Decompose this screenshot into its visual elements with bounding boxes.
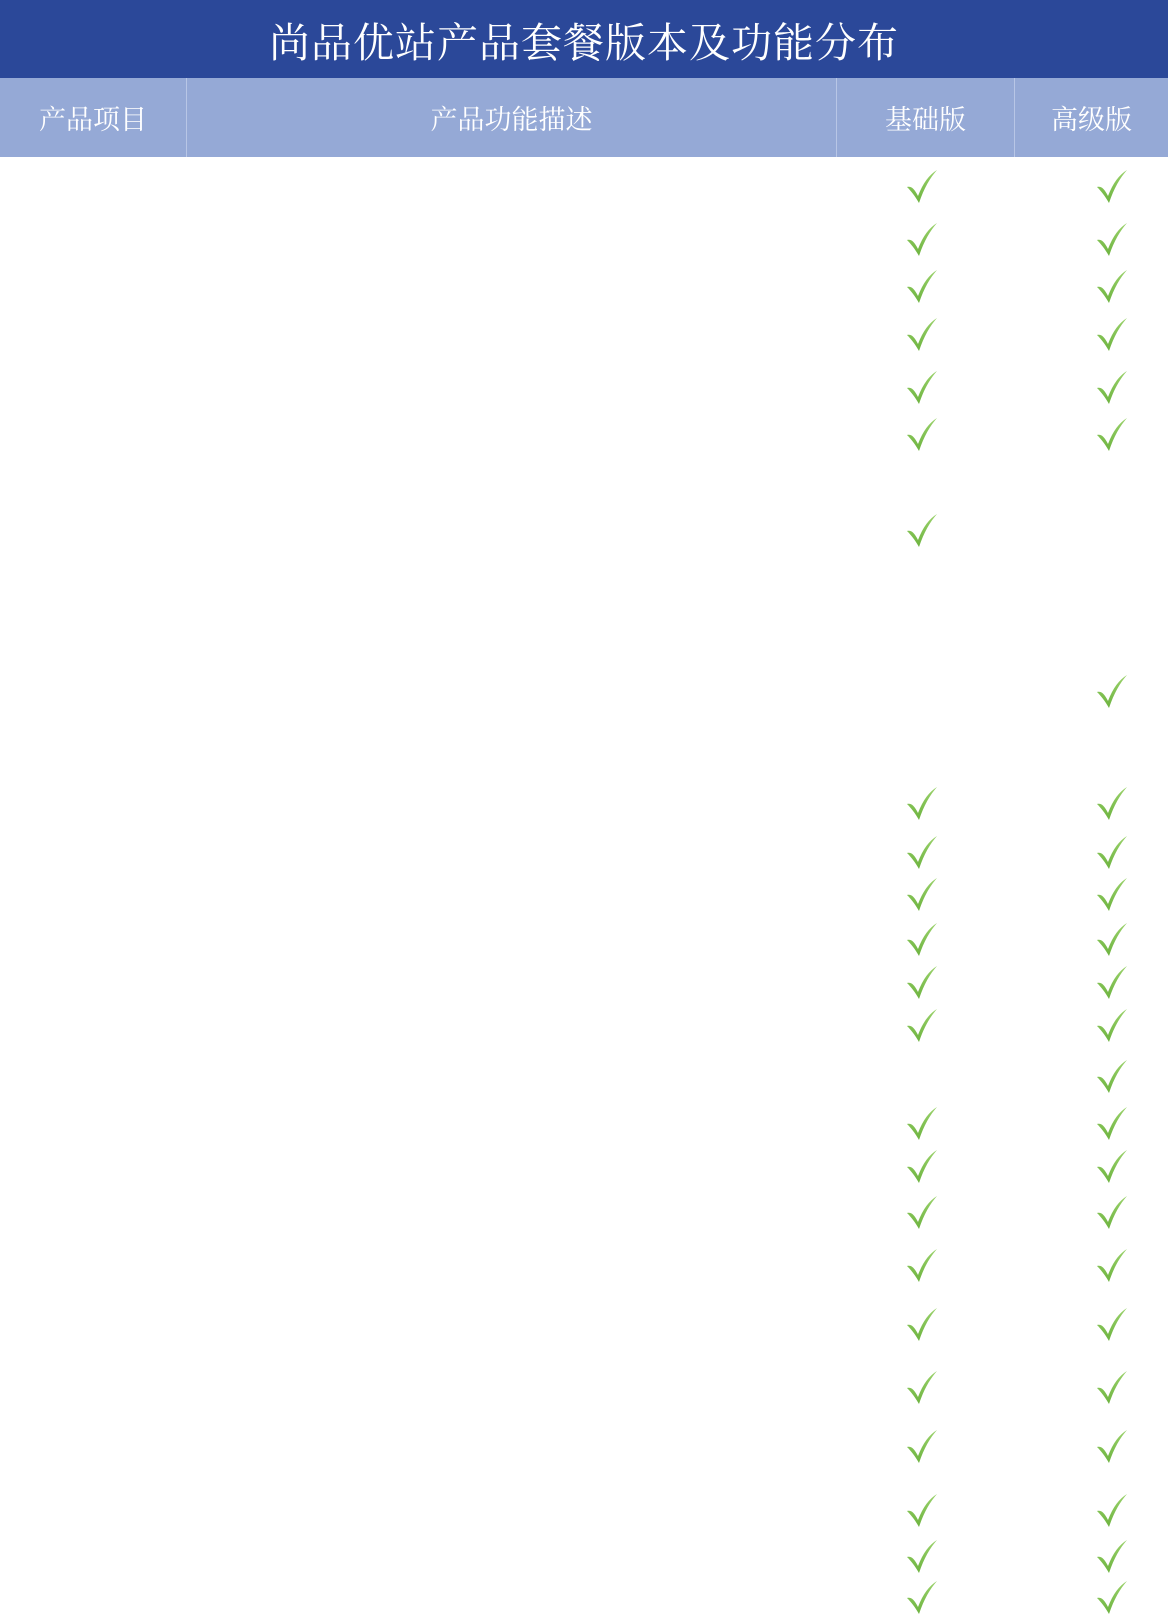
checkmark-icon [1095, 269, 1129, 305]
checkmark-icon [1095, 1429, 1129, 1465]
column-header-advanced: 高级版 [1051, 105, 1132, 136]
checkmark-icon [905, 1307, 939, 1343]
checkmark-icon [905, 1149, 939, 1185]
checkmark-icon [905, 1493, 939, 1529]
checkmark-icon [1095, 1149, 1129, 1185]
checkmark-icon [1095, 222, 1129, 258]
column-header-item: 产品项目 [0, 78, 187, 157]
checkmark-icon [1095, 169, 1129, 205]
checkmark-icon [905, 1248, 939, 1284]
checkmark-icon [1095, 317, 1129, 353]
checkmark-icon [1095, 674, 1129, 710]
checkmark-icon [905, 269, 939, 305]
checkmark-icon [905, 1370, 939, 1406]
checkmark-icon [1095, 1307, 1129, 1343]
checkmark-icon [905, 965, 939, 1001]
checkmark-icon [905, 1106, 939, 1142]
checkmark-icon [1095, 877, 1129, 913]
checkmark-icon [905, 222, 939, 258]
checkmark-icon [1095, 786, 1129, 822]
checkmark-icon [1095, 1580, 1129, 1616]
checkmark-icon [1095, 1195, 1129, 1231]
checkmark-icon [1095, 417, 1129, 453]
checkmark-icon [905, 370, 939, 406]
page-title: 尚品优站产品套餐版本及功能分布 [0, 0, 1168, 78]
checkmark-icon [905, 922, 939, 958]
column-header-description: 产品功能描述 [187, 78, 837, 157]
table-header [0, 78, 1168, 157]
checkmark-icon [905, 877, 939, 913]
checkmark-icon [1095, 1493, 1129, 1529]
checkmark-icon [905, 1008, 939, 1044]
checkmark-icon [905, 1580, 939, 1616]
checkmark-icon [1095, 835, 1129, 871]
checkmark-icon [1095, 370, 1129, 406]
checkmark-icon [905, 513, 939, 549]
checkmark-icon [1095, 1008, 1129, 1044]
checkmark-icon [905, 317, 939, 353]
checkmark-icon [1095, 1370, 1129, 1406]
checkmark-icon [1095, 1248, 1129, 1284]
checkmark-icon [905, 169, 939, 205]
checkmark-icon [905, 835, 939, 871]
checkmark-icon [1095, 1539, 1129, 1575]
checkmark-icon [1095, 1106, 1129, 1142]
checkmark-icon [905, 786, 939, 822]
checkmark-icon [905, 1429, 939, 1465]
checkmark-icon [905, 1195, 939, 1231]
column-header-basic: 基础版 [837, 78, 1015, 157]
checkmark-icon [905, 417, 939, 453]
checkmark-icon [1095, 922, 1129, 958]
checkmark-icon [905, 1539, 939, 1575]
checkmark-icon [1095, 1059, 1129, 1095]
checkmark-icon [1095, 965, 1129, 1001]
